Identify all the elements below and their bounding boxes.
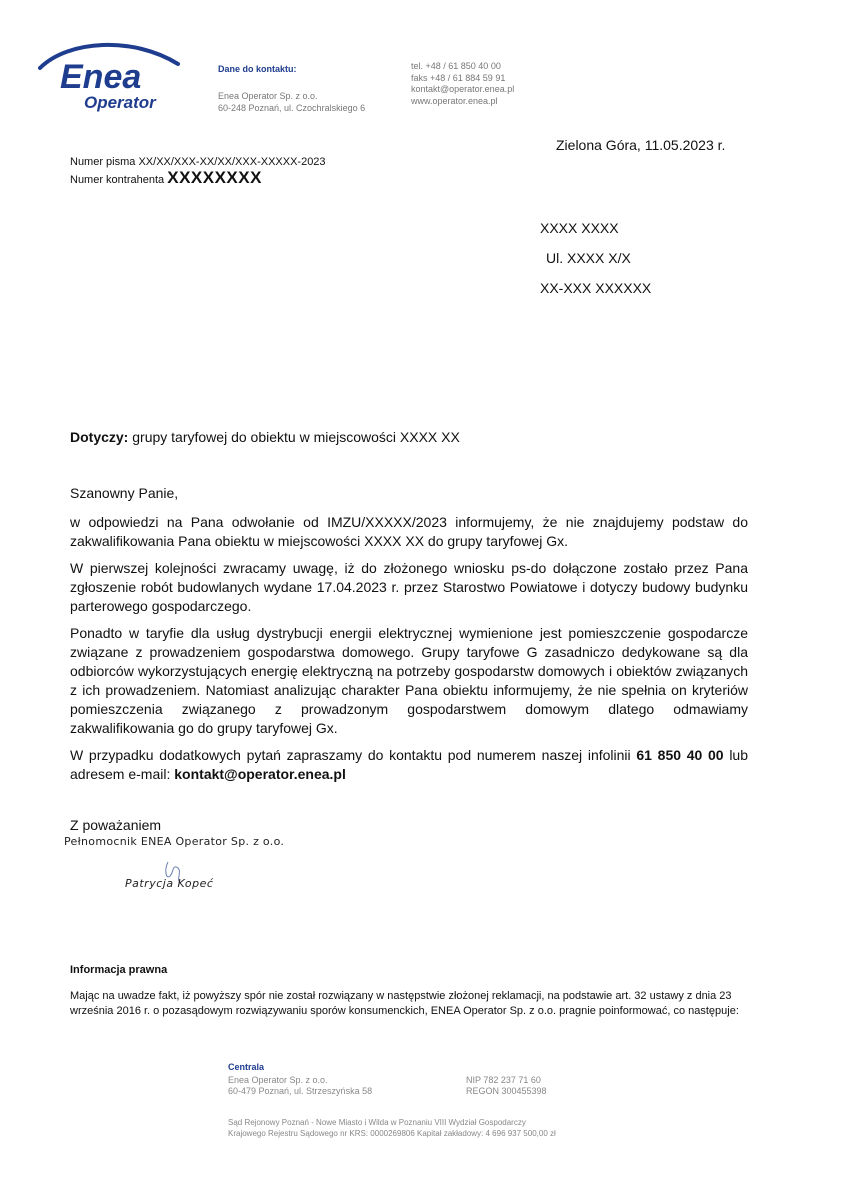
proxy-title: Pełnomocnik ENEA Operator Sp. z o.o.	[64, 835, 285, 848]
paragraph-1: w odpowiedzi na Pana odwołanie od IMZU/XXXXX/2023 informujemy, że nie znajdujemy podstaw do zakwalifikowania Pana obiektu w miejscowości XXXX XX do grupy taryfowej Gx.	[70, 514, 748, 549]
subject-label: Dotyczy:	[70, 429, 129, 445]
footer-court-2: Krajowego Rejestru Sądowego nr KRS: 0000269806 Kapitał zakładowy: 4 696 937 500,00 zł	[228, 1129, 556, 1138]
footer-regon: REGON 300455398	[466, 1086, 547, 1096]
greeting: Szanowny Panie,	[70, 485, 179, 501]
p4-start: W przypadku dodatkowych pytań zapraszamy do kontaktu pod numerem naszej infolinii	[70, 747, 637, 763]
footer-court-1: Sąd Rejonowy Poznań - Nowe Miasto i Wilda w Poznaniu VIII Wydział Gospodarczy	[228, 1118, 526, 1127]
subject-line	[70, 429, 460, 445]
contractor-value: XXXXXXXX	[167, 168, 262, 187]
contact-channels	[411, 61, 514, 107]
contact-address: 60-248 Poznań, ul. Czochralskiego 6	[218, 103, 366, 113]
subject-text: grupy taryfowej do obiektu w miejscowości XXXX XX	[128, 429, 460, 445]
contact-web: www.operator.enea.pl	[411, 95, 498, 106]
hotline-number: 61 850 40 00	[636, 747, 724, 763]
letter-body	[70, 484, 748, 792]
logo-graphic	[38, 38, 188, 118]
contact-tel: tel. +48 / 61 850 40 00	[411, 61, 501, 71]
footer-centrala: Centrala	[228, 1062, 265, 1072]
logo-word: Enea	[60, 58, 142, 96]
signatory-name: Patrycja Kopeć	[125, 877, 214, 890]
contact-fax: faks +48 / 61 884 59 91	[411, 72, 506, 83]
paragraph-2: W pierwszej kolejności zwracamy uwagę, iż do złożonego wniosku ps-do dołączone zostało przez Pana zgłoszenie robót budowlanych wydane 17.04.2023 r. przez Starostwo Powiatowe i dotyczy budowy budynku parterowego gospodarczego.	[70, 560, 748, 614]
letter-number: Numer pisma XX/XX/XXX-XX/XX/XXX-XXXXX-2023	[70, 156, 326, 168]
contact-heading: Dane do kontaktu:	[218, 64, 297, 74]
closing: Z poważaniem	[70, 817, 162, 833]
footer-address-block	[228, 1075, 372, 1097]
recipient-name: XXXX XXXX	[540, 220, 619, 236]
logo-sub: Operator	[84, 93, 156, 112]
legal-text: Mając na uwadze fakt, iż powyższy spór nie został rozwiązany w następstwie złożonej reklamacji, na podstawie art. 32 ustawy z dnia 23 września 2016 r. o pozasądowym rozwiązywaniu sporów konsumenckich, ENEA Operator Sp. z o.o. pragnie poinformować, co następuje:	[70, 990, 739, 1017]
paragraph-3: Ponadto w taryfie dla usług dystrybucji energii elektrycznej wymienione jest pomieszczenie gospodarcze związane z prowadzeniem gospodarstwa domowego. Grupy taryfowe G zasadniczo dedykowane są dla odbiorców wykorzystujących energię elektryczną na potrzeby gospodarstw domowych i obiektów związanych z ich prowadzeniem. Natomiast analizując charakter Pana obiektu informujemy, że nie spełnia on kryteriów pomieszczenia związanego z prowadzonym gospodarstwem domowym dlatego odmawiamy zakwalifikowania go do grupy taryfowej Gx.	[70, 625, 748, 736]
letter-meta	[70, 155, 326, 188]
legal-title: Informacja prawna	[70, 964, 168, 976]
footer-nip: NIP 782 237 71 60	[466, 1075, 541, 1085]
recipient-address	[540, 220, 651, 310]
contractor-line	[70, 170, 326, 188]
recipient-street: Ul. XXXX X/X	[546, 250, 631, 266]
paragraph-4	[70, 746, 748, 784]
enea-operator-logo	[38, 38, 188, 118]
footer-court-info	[228, 1117, 556, 1139]
recipient-city: XX-XXX XXXXXX	[540, 280, 652, 296]
p4-mid: lub adresem e-mail:	[70, 747, 749, 782]
footer-company: Enea Operator Sp. z o.o.	[228, 1075, 328, 1085]
footer-ids	[466, 1075, 547, 1097]
contact-email: kontakt@operator.enea.pl	[411, 84, 515, 94]
contractor-label: Numer kontrahenta	[70, 174, 165, 186]
footer-address: 60-479 Poznań, ul. Strzeszyńska 58	[228, 1086, 373, 1096]
contact-company: Enea Operator Sp. z o.o.	[218, 91, 318, 101]
date-line: Zielona Góra, 11.05.2023 r.	[556, 137, 726, 153]
contact-email-link[interactable]: kontakt@operator.enea.pl	[174, 766, 346, 782]
contact-address-block	[218, 90, 365, 114]
